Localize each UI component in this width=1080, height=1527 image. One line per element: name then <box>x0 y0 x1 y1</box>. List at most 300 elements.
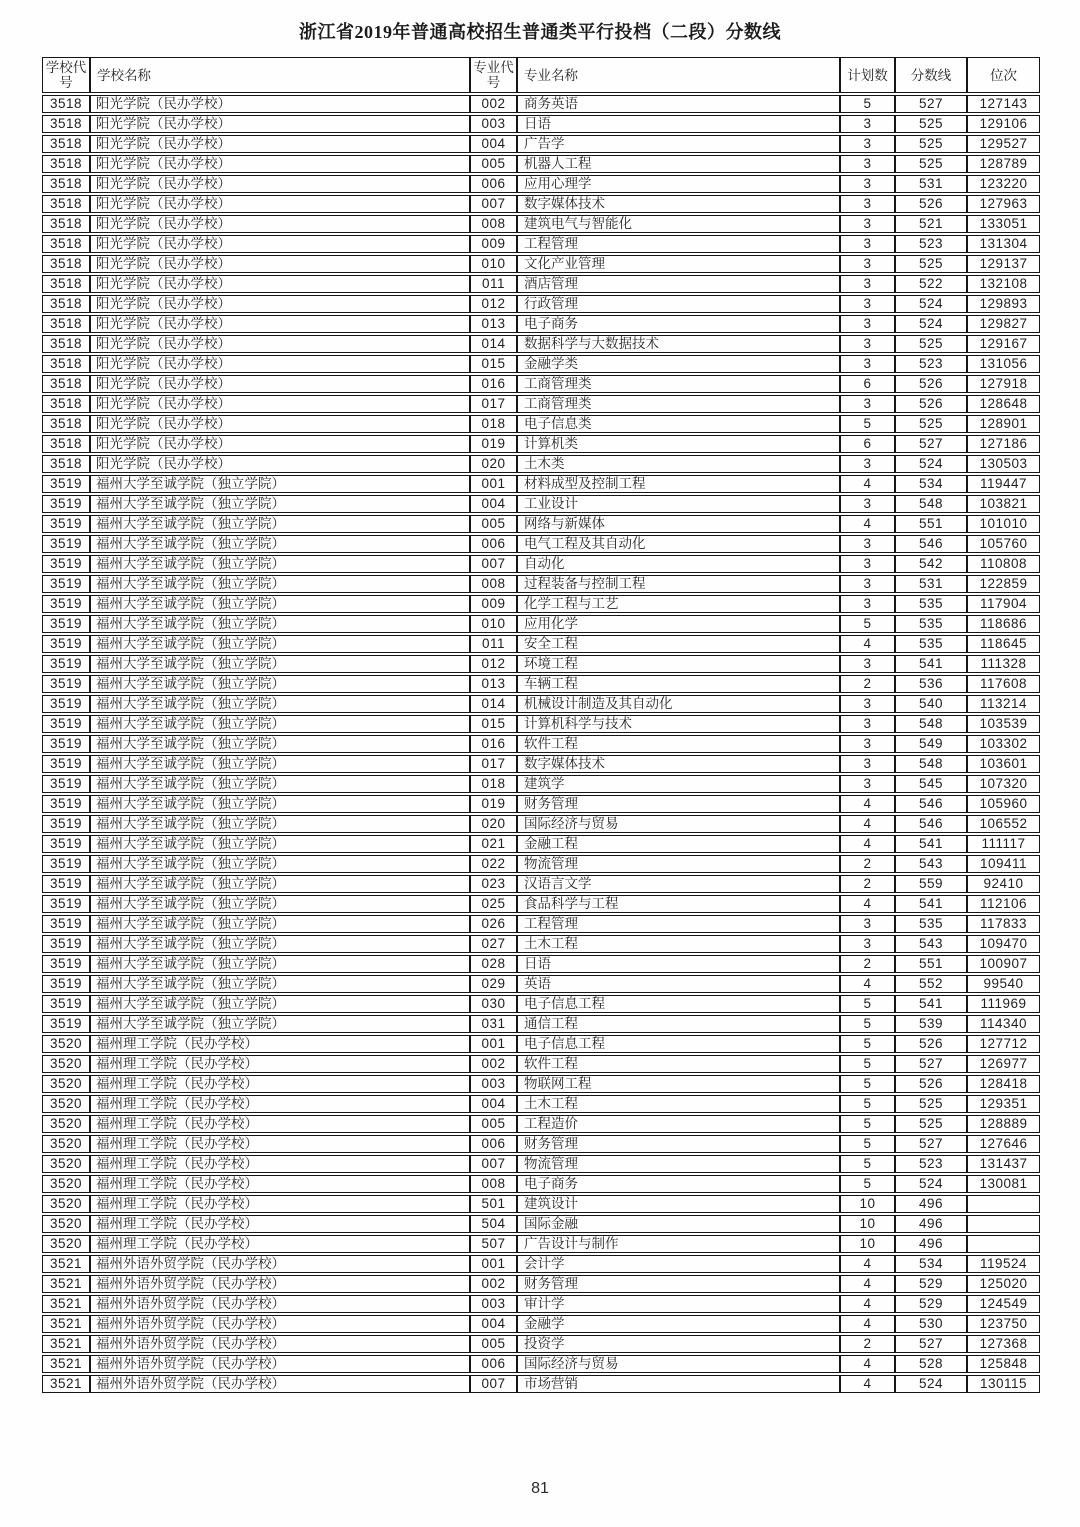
school-name-cell: 福州大学至诚学院（独立学院） <box>90 815 470 833</box>
major-code-cell: 011 <box>470 275 517 293</box>
major-name-cell: 工业设计 <box>517 495 840 513</box>
score-line-cell: 548 <box>895 715 967 733</box>
school-name-cell: 福州外语外贸学院（民办学校） <box>90 1275 470 1293</box>
score-line-cell: 540 <box>895 695 967 713</box>
rank-cell: 129893 <box>967 295 1040 313</box>
school-code-cell: 3518 <box>42 275 90 293</box>
major-name-cell: 电子信息工程 <box>517 995 840 1013</box>
major-name-cell: 化学工程与工艺 <box>517 595 840 613</box>
plan-count-cell: 2 <box>840 675 895 693</box>
school-name-cell: 福州理工学院（民办学校） <box>90 1075 470 1093</box>
plan-count-cell: 5 <box>840 415 895 433</box>
plan-count-cell: 3 <box>840 695 895 713</box>
major-code-cell: 001 <box>470 1035 517 1053</box>
major-name-cell: 物联网工程 <box>517 1075 840 1093</box>
rank-cell: 129137 <box>967 255 1040 273</box>
rank-cell: 129827 <box>967 315 1040 333</box>
table-row <box>42 1255 1040 1273</box>
rank-cell: 131056 <box>967 355 1040 373</box>
table-row <box>42 1115 1040 1133</box>
plan-count-cell: 4 <box>840 1255 895 1273</box>
table-row <box>42 215 1040 233</box>
major-code-cell: 025 <box>470 895 517 913</box>
score-line-cell: 548 <box>895 495 967 513</box>
table-row <box>42 295 1040 313</box>
plan-count-cell: 4 <box>840 515 895 533</box>
plan-count-cell: 3 <box>840 755 895 773</box>
major-code-cell: 016 <box>470 735 517 753</box>
school-code-cell: 3518 <box>42 415 90 433</box>
score-line-cell: 546 <box>895 815 967 833</box>
plan-count-cell: 4 <box>840 475 895 493</box>
rank-cell: 130503 <box>967 455 1040 473</box>
score-line-cell: 531 <box>895 175 967 193</box>
major-name-cell: 广告设计与制作 <box>517 1235 840 1253</box>
plan-count-cell: 3 <box>840 195 895 213</box>
major-name-cell: 商务英语 <box>517 95 840 113</box>
score-line-cell: 543 <box>895 855 967 873</box>
major-name-cell: 机器人工程 <box>517 155 840 173</box>
school-name-cell: 福州大学至诚学院（独立学院） <box>90 655 470 673</box>
major-name-cell: 建筑学 <box>517 775 840 793</box>
major-code-cell: 001 <box>470 475 517 493</box>
plan-count-cell: 4 <box>840 1295 895 1313</box>
major-name-cell: 酒店管理 <box>517 275 840 293</box>
score-line-cell: 525 <box>895 135 967 153</box>
score-line-cell: 530 <box>895 1315 967 1333</box>
score-line-cell: 524 <box>895 295 967 313</box>
table-row <box>42 595 1040 613</box>
table-row <box>42 755 1040 773</box>
header-plan-count: 计划数 <box>840 57 895 93</box>
rank-cell: 112106 <box>967 895 1040 913</box>
school-name-cell: 福州大学至诚学院（独立学院） <box>90 515 470 533</box>
school-code-cell: 3519 <box>42 835 90 853</box>
table-row <box>42 395 1040 413</box>
table-row <box>42 895 1040 913</box>
rank-cell: 131304 <box>967 235 1040 253</box>
rank-cell: 122859 <box>967 575 1040 593</box>
plan-count-cell: 10 <box>840 1195 895 1213</box>
table-row <box>42 135 1040 153</box>
school-name-cell: 阳光学院（民办学校） <box>90 375 470 393</box>
table-row <box>42 115 1040 133</box>
major-name-cell: 物流管理 <box>517 855 840 873</box>
major-name-cell: 财务管理 <box>517 1275 840 1293</box>
major-name-cell: 电子商务 <box>517 1175 840 1193</box>
rank-cell: 127368 <box>967 1335 1040 1353</box>
table-row <box>42 915 1040 933</box>
score-line-cell: 543 <box>895 935 967 953</box>
rank-cell: 123750 <box>967 1315 1040 1333</box>
major-code-cell: 018 <box>470 415 517 433</box>
table-row <box>42 535 1040 553</box>
school-code-cell: 3519 <box>42 1015 90 1033</box>
plan-count-cell: 3 <box>840 235 895 253</box>
rank-cell: 119524 <box>967 1255 1040 1273</box>
school-code-cell: 3521 <box>42 1355 90 1373</box>
table-row <box>42 795 1040 813</box>
plan-count-cell: 4 <box>840 1315 895 1333</box>
plan-count-cell: 5 <box>840 1095 895 1113</box>
major-code-cell: 027 <box>470 935 517 953</box>
school-name-cell: 福州理工学院（民办学校） <box>90 1235 470 1253</box>
school-code-cell: 3519 <box>42 955 90 973</box>
table-row <box>42 1355 1040 1373</box>
score-line-cell: 535 <box>895 595 967 613</box>
school-code-cell: 3519 <box>42 635 90 653</box>
major-name-cell: 国际金融 <box>517 1215 840 1233</box>
major-code-cell: 015 <box>470 355 517 373</box>
score-line-cell: 528 <box>895 1355 967 1373</box>
plan-count-cell: 5 <box>840 995 895 1013</box>
table-row <box>42 335 1040 353</box>
table-row <box>42 375 1040 393</box>
school-code-cell: 3519 <box>42 495 90 513</box>
major-code-cell: 019 <box>470 435 517 453</box>
major-name-cell: 电子信息类 <box>517 415 840 433</box>
table-row <box>42 235 1040 253</box>
major-code-cell: 005 <box>470 1115 517 1133</box>
major-code-cell: 018 <box>470 775 517 793</box>
table-row <box>42 495 1040 513</box>
major-name-cell: 财务管理 <box>517 1135 840 1153</box>
score-line-cell: 521 <box>895 215 967 233</box>
school-code-cell: 3518 <box>42 195 90 213</box>
rank-cell: 132108 <box>967 275 1040 293</box>
rank-cell: 117904 <box>967 595 1040 613</box>
score-line-cell: 545 <box>895 775 967 793</box>
rank-cell: 92410 <box>967 875 1040 893</box>
school-code-cell: 3518 <box>42 375 90 393</box>
major-code-cell: 002 <box>470 1275 517 1293</box>
table-row <box>42 1135 1040 1153</box>
school-name-cell: 阳光学院（民办学校） <box>90 235 470 253</box>
major-name-cell: 环境工程 <box>517 655 840 673</box>
plan-count-cell: 3 <box>840 655 895 673</box>
table-row <box>42 775 1040 793</box>
school-name-cell: 福州大学至诚学院（独立学院） <box>90 635 470 653</box>
rank-cell: 111969 <box>967 995 1040 1013</box>
school-code-cell: 3520 <box>42 1055 90 1073</box>
major-name-cell: 国际经济与贸易 <box>517 1355 840 1373</box>
major-name-cell: 通信工程 <box>517 1015 840 1033</box>
score-line-cell: 529 <box>895 1275 967 1293</box>
plan-count-cell: 3 <box>840 115 895 133</box>
score-line-cell: 546 <box>895 535 967 553</box>
plan-count-cell: 2 <box>840 955 895 973</box>
rank-cell: 125848 <box>967 1355 1040 1373</box>
school-name-cell: 福州理工学院（民办学校） <box>90 1215 470 1233</box>
table-row <box>42 435 1040 453</box>
major-code-cell: 020 <box>470 815 517 833</box>
plan-count-cell: 3 <box>840 395 895 413</box>
rank-cell <box>967 1195 1040 1213</box>
major-name-cell: 安全工程 <box>517 635 840 653</box>
score-line-cell: 542 <box>895 555 967 573</box>
major-code-cell: 011 <box>470 635 517 653</box>
plan-count-cell: 5 <box>840 1175 895 1193</box>
rank-cell: 119447 <box>967 475 1040 493</box>
major-name-cell: 日语 <box>517 115 840 133</box>
plan-count-cell: 6 <box>840 435 895 453</box>
major-name-cell: 应用心理学 <box>517 175 840 193</box>
score-line-cell: 536 <box>895 675 967 693</box>
score-line-cell: 551 <box>895 515 967 533</box>
score-line-cell: 541 <box>895 995 967 1013</box>
major-code-cell: 004 <box>470 1315 517 1333</box>
major-name-cell: 应用化学 <box>517 615 840 633</box>
rank-cell: 103601 <box>967 755 1040 773</box>
score-line-cell: 526 <box>895 375 967 393</box>
table-row <box>42 835 1040 853</box>
school-name-cell: 福州外语外贸学院（民办学校） <box>90 1335 470 1353</box>
school-code-cell: 3519 <box>42 475 90 493</box>
major-code-cell: 007 <box>470 1375 517 1393</box>
school-code-cell: 3519 <box>42 575 90 593</box>
score-line-cell: 525 <box>895 115 967 133</box>
score-line-cell: 546 <box>895 795 967 813</box>
school-code-cell: 3518 <box>42 395 90 413</box>
school-name-cell: 福州大学至诚学院（独立学院） <box>90 1015 470 1033</box>
school-code-cell: 3518 <box>42 235 90 253</box>
school-code-cell: 3518 <box>42 135 90 153</box>
major-name-cell: 金融工程 <box>517 835 840 853</box>
school-code-cell: 3520 <box>42 1215 90 1233</box>
plan-count-cell: 2 <box>840 875 895 893</box>
table-row <box>42 1195 1040 1213</box>
score-line-cell: 526 <box>895 195 967 213</box>
school-name-cell: 福州大学至诚学院（独立学院） <box>90 895 470 913</box>
school-code-cell: 3521 <box>42 1315 90 1333</box>
table-header <box>42 57 1040 93</box>
major-name-cell: 土木工程 <box>517 1095 840 1113</box>
rank-cell: 127918 <box>967 375 1040 393</box>
major-code-cell: 030 <box>470 995 517 1013</box>
school-code-cell: 3521 <box>42 1375 90 1393</box>
school-name-cell: 福州大学至诚学院（独立学院） <box>90 875 470 893</box>
major-code-cell: 003 <box>470 1295 517 1313</box>
rank-cell: 128889 <box>967 1115 1040 1133</box>
major-code-cell: 006 <box>470 1355 517 1373</box>
school-name-cell: 福州大学至诚学院（独立学院） <box>90 575 470 593</box>
rank-cell: 128418 <box>967 1075 1040 1093</box>
plan-count-cell: 3 <box>840 715 895 733</box>
plan-count-cell: 3 <box>840 735 895 753</box>
school-name-cell: 福州大学至诚学院（独立学院） <box>90 475 470 493</box>
score-line-cell: 551 <box>895 955 967 973</box>
major-name-cell: 英语 <box>517 975 840 993</box>
school-name-cell: 福州理工学院（民办学校） <box>90 1135 470 1153</box>
school-name-cell: 福州大学至诚学院（独立学院） <box>90 675 470 693</box>
major-code-cell: 006 <box>470 1135 517 1153</box>
school-code-cell: 3519 <box>42 915 90 933</box>
school-code-cell: 3520 <box>42 1195 90 1213</box>
score-line-cell: 527 <box>895 435 967 453</box>
plan-count-cell: 3 <box>840 455 895 473</box>
score-line-cell: 534 <box>895 475 967 493</box>
table-row <box>42 815 1040 833</box>
major-code-cell: 017 <box>470 755 517 773</box>
plan-count-cell: 5 <box>840 1155 895 1173</box>
school-name-cell: 阳光学院（民办学校） <box>90 435 470 453</box>
major-name-cell: 工程管理 <box>517 235 840 253</box>
score-line-cell: 522 <box>895 275 967 293</box>
rank-cell: 111328 <box>967 655 1040 673</box>
school-code-cell: 3518 <box>42 435 90 453</box>
plan-count-cell: 5 <box>840 1135 895 1153</box>
school-code-cell: 3520 <box>42 1035 90 1053</box>
rank-cell: 128901 <box>967 415 1040 433</box>
school-name-cell: 福州外语外贸学院（民办学校） <box>90 1355 470 1373</box>
major-name-cell: 市场营销 <box>517 1375 840 1393</box>
school-name-cell: 福州理工学院（民办学校） <box>90 1195 470 1213</box>
score-line-cell: 535 <box>895 915 967 933</box>
school-code-cell: 3519 <box>42 735 90 753</box>
school-name-cell: 福州理工学院（民办学校） <box>90 1175 470 1193</box>
rank-cell: 99540 <box>967 975 1040 993</box>
major-code-cell: 005 <box>470 1335 517 1353</box>
major-name-cell: 数字媒体技术 <box>517 195 840 213</box>
score-line-cell: 552 <box>895 975 967 993</box>
major-name-cell: 建筑设计 <box>517 1195 840 1213</box>
school-name-cell: 福州外语外贸学院（民办学校） <box>90 1255 470 1273</box>
school-name-cell: 福州大学至诚学院（独立学院） <box>90 755 470 773</box>
table-row <box>42 1015 1040 1033</box>
score-line-cell: 525 <box>895 155 967 173</box>
school-name-cell: 阳光学院（民办学校） <box>90 335 470 353</box>
major-code-cell: 501 <box>470 1195 517 1213</box>
major-code-cell: 004 <box>470 1095 517 1113</box>
plan-count-cell: 4 <box>840 975 895 993</box>
rank-cell: 113214 <box>967 695 1040 713</box>
school-code-cell: 3518 <box>42 355 90 373</box>
school-name-cell: 阳光学院（民办学校） <box>90 295 470 313</box>
score-line-cell: 496 <box>895 1235 967 1253</box>
major-name-cell: 汉语言文学 <box>517 875 840 893</box>
school-code-cell: 3521 <box>42 1295 90 1313</box>
major-code-cell: 006 <box>470 535 517 553</box>
plan-count-cell: 3 <box>840 595 895 613</box>
table-row <box>42 1235 1040 1253</box>
plan-count-cell: 3 <box>840 155 895 173</box>
school-code-cell: 3518 <box>42 175 90 193</box>
school-code-cell: 3521 <box>42 1275 90 1293</box>
rank-cell: 127646 <box>967 1135 1040 1153</box>
school-name-cell: 福州理工学院（民办学校） <box>90 1055 470 1073</box>
major-code-cell: 009 <box>470 595 517 613</box>
plan-count-cell: 2 <box>840 855 895 873</box>
major-name-cell: 金融学 <box>517 1315 840 1333</box>
school-code-cell: 3518 <box>42 95 90 113</box>
rank-cell: 128789 <box>967 155 1040 173</box>
school-name-cell: 阳光学院（民办学校） <box>90 115 470 133</box>
table-row <box>42 1295 1040 1313</box>
major-name-cell: 建筑电气与智能化 <box>517 215 840 233</box>
major-code-cell: 008 <box>470 1175 517 1193</box>
major-code-cell: 012 <box>470 655 517 673</box>
plan-count-cell: 3 <box>840 535 895 553</box>
rank-cell: 103821 <box>967 495 1040 513</box>
score-line-cell: 523 <box>895 355 967 373</box>
school-name-cell: 阳光学院（民办学校） <box>90 275 470 293</box>
rank-cell: 109411 <box>967 855 1040 873</box>
rank-cell: 111117 <box>967 835 1040 853</box>
page-number: 81 <box>531 1480 549 1497</box>
school-name-cell: 阳光学院（民办学校） <box>90 95 470 113</box>
school-name-cell: 阳光学院（民办学校） <box>90 415 470 433</box>
plan-count-cell: 3 <box>840 215 895 233</box>
plan-count-cell: 2 <box>840 1335 895 1353</box>
school-name-cell: 福州外语外贸学院（民办学校） <box>90 1315 470 1333</box>
major-name-cell: 网络与新媒体 <box>517 515 840 533</box>
header-major-code: 专业代号 <box>470 57 517 93</box>
major-name-cell: 数字媒体技术 <box>517 755 840 773</box>
header-rank: 位次 <box>967 57 1040 93</box>
plan-count-cell: 5 <box>840 1055 895 1073</box>
rank-cell: 130081 <box>967 1175 1040 1193</box>
plan-count-cell: 4 <box>840 635 895 653</box>
school-name-cell: 福州大学至诚学院（独立学院） <box>90 935 470 953</box>
rank-cell: 118645 <box>967 635 1040 653</box>
table-row <box>42 675 1040 693</box>
major-code-cell: 016 <box>470 375 517 393</box>
school-code-cell: 3518 <box>42 155 90 173</box>
table-row <box>42 155 1040 173</box>
plan-count-cell: 6 <box>840 375 895 393</box>
rank-cell: 126977 <box>967 1055 1040 1073</box>
table-row <box>42 455 1040 473</box>
school-code-cell: 3519 <box>42 695 90 713</box>
score-line-cell: 549 <box>895 735 967 753</box>
school-name-cell: 福州大学至诚学院（独立学院） <box>90 615 470 633</box>
school-name-cell: 福州大学至诚学院（独立学院） <box>90 955 470 973</box>
school-code-cell: 3520 <box>42 1175 90 1193</box>
table-row <box>42 1075 1040 1093</box>
major-name-cell: 工程管理 <box>517 915 840 933</box>
major-code-cell: 026 <box>470 915 517 933</box>
major-code-cell: 012 <box>470 295 517 313</box>
major-code-cell: 019 <box>470 795 517 813</box>
school-name-cell: 福州大学至诚学院（独立学院） <box>90 855 470 873</box>
score-line-cell: 525 <box>895 255 967 273</box>
score-line-cell: 541 <box>895 655 967 673</box>
plan-count-cell: 3 <box>840 135 895 153</box>
table-row <box>42 935 1040 953</box>
rank-cell: 127712 <box>967 1035 1040 1053</box>
school-name-cell: 福州大学至诚学院（独立学院） <box>90 915 470 933</box>
major-code-cell: 009 <box>470 235 517 253</box>
school-name-cell: 福州理工学院（民办学校） <box>90 1095 470 1113</box>
plan-count-cell: 5 <box>840 95 895 113</box>
rank-cell: 125020 <box>967 1275 1040 1293</box>
major-code-cell: 007 <box>470 555 517 573</box>
school-code-cell: 3520 <box>42 1155 90 1173</box>
plan-count-cell: 4 <box>840 815 895 833</box>
score-line-cell: 526 <box>895 395 967 413</box>
plan-count-cell: 3 <box>840 915 895 933</box>
plan-count-cell: 3 <box>840 495 895 513</box>
major-name-cell: 材料成型及控制工程 <box>517 475 840 493</box>
major-code-cell: 023 <box>470 875 517 893</box>
major-code-cell: 010 <box>470 615 517 633</box>
school-name-cell: 福州大学至诚学院（独立学院） <box>90 835 470 853</box>
score-line-cell: 541 <box>895 895 967 913</box>
school-name-cell: 阳光学院（民办学校） <box>90 135 470 153</box>
school-code-cell: 3519 <box>42 615 90 633</box>
school-code-cell: 3519 <box>42 595 90 613</box>
plan-count-cell: 10 <box>840 1235 895 1253</box>
